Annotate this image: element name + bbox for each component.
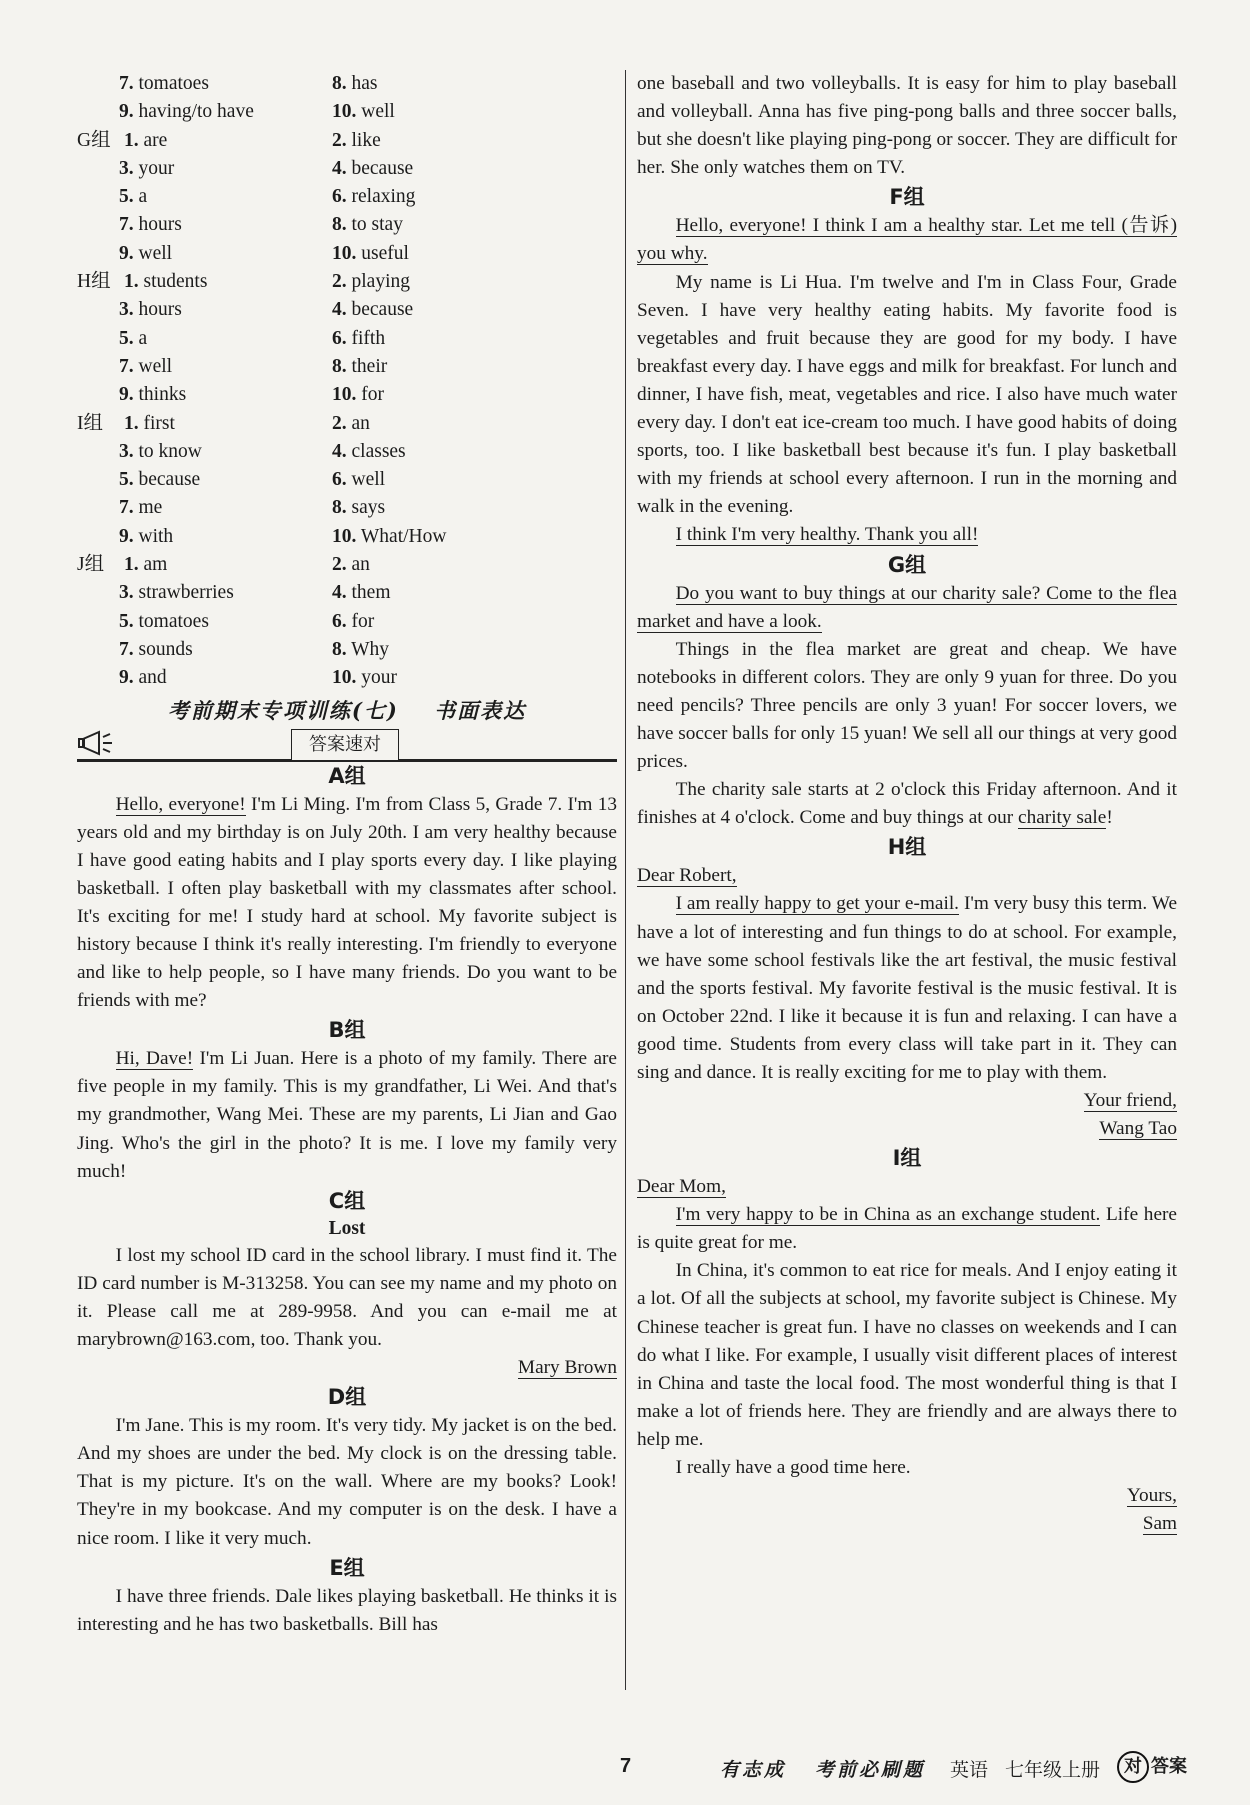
footer-series: 考前必刷题 <box>815 1760 926 1781</box>
answer-left <box>119 155 174 183</box>
answer-text: your <box>138 157 175 179</box>
answer-left <box>124 268 207 296</box>
answer-left <box>119 98 254 126</box>
answer-text: well <box>351 469 386 491</box>
answer-left <box>124 410 175 438</box>
answer-number: 9. <box>119 384 134 406</box>
answer-text: hours <box>138 299 182 321</box>
essay-e-body-right: one baseball and two volleyballs. It is easy for him to play baseball and volleyball. Anna has five ping-pong balls and three soccer balls, but she doesn't like playing ping-pong or soccer. They are difficult for her. She only watches them on TV. <box>637 73 1177 179</box>
answer-right <box>332 664 397 692</box>
answer-number: 6. <box>332 327 347 349</box>
answer-number: 5. <box>119 327 134 349</box>
essay-h-salutation <box>637 862 1177 890</box>
answer-right <box>332 579 391 607</box>
essay-h-sign1-text: Your friend, <box>1083 1090 1177 1112</box>
answer-left <box>119 183 147 211</box>
answer-left <box>119 579 234 607</box>
essay-i-title: I组 <box>892 1146 922 1171</box>
essay-b-title: B组 <box>328 1018 366 1043</box>
page-number: 7 <box>620 1755 632 1777</box>
answer-right <box>332 608 374 636</box>
essay-g-title: G组 <box>887 552 927 577</box>
answer-list <box>77 70 617 693</box>
answer-right <box>332 98 395 126</box>
essay-g-body2-post: ! <box>1106 807 1113 829</box>
answer-text: their <box>351 355 388 377</box>
answer-number: 4. <box>332 582 347 604</box>
section-topic: 书面表达 <box>434 697 527 723</box>
section-title <box>77 695 617 727</box>
answer-right <box>332 70 378 98</box>
answer-right <box>332 183 415 211</box>
page-footer <box>600 1755 1200 1785</box>
answer-text: sounds <box>138 638 193 660</box>
column-divider <box>625 70 626 1690</box>
answer-row <box>77 325 617 353</box>
answer-right <box>332 466 385 494</box>
footer-logo <box>1115 1751 1193 1781</box>
answer-row <box>77 523 617 551</box>
answer-text: thinks <box>138 384 187 406</box>
answer-row <box>77 579 617 607</box>
answer-row <box>77 296 617 324</box>
essay-g-body2-pre: The charity sale starts at 2 o'clock this Friday afternoon. And it finishes at 4 o'clock. Come and buy things at our <box>637 779 1177 829</box>
answer-left <box>119 325 147 353</box>
answer-left <box>124 551 167 579</box>
essay-c-body: I lost my school ID card in the school library. I must find it. The ID card number is M-313258. You can see my name and my photo on it. Please call me at 289-9958. And you can e-mail me at marybrown@163.com, too. Thank you. <box>77 1244 617 1351</box>
answer-text: with <box>138 525 174 547</box>
essay-i-body2: I really have a good time here. <box>675 1457 911 1479</box>
answer-text: and <box>138 667 167 689</box>
essay-h-salutation-text: Dear Robert, <box>637 865 737 887</box>
answer-text: Why <box>351 638 390 660</box>
answer-row <box>77 466 617 494</box>
essay-e-title: E组 <box>329 1555 365 1580</box>
footer-logo-char: 对 <box>1117 1751 1149 1783</box>
answer-row <box>77 551 617 579</box>
answer-row <box>77 381 617 409</box>
answer-right <box>332 381 384 409</box>
essay-f-closing-text: I think I'm very healthy. Thank you all! <box>675 524 979 546</box>
answer-left <box>119 438 202 466</box>
answer-number: 7. <box>119 638 134 660</box>
answer-text: a <box>138 186 148 208</box>
answer-text: well <box>361 101 395 123</box>
answer-row <box>77 608 617 636</box>
answer-badge-row <box>77 727 617 761</box>
answer-number: 9. <box>119 101 134 123</box>
answer-number: 7. <box>119 73 134 94</box>
essay-h-sign2-text: Wang Tao <box>1099 1118 1177 1140</box>
essay-i-sign1-text: Yours, <box>1126 1485 1177 1507</box>
answer-right <box>332 155 413 183</box>
answer-text: for <box>361 384 384 406</box>
answer-text: am <box>143 554 168 576</box>
essay-b-text: I'm Li Juan. Here is a photo of my family. There are five people in my family. This is my grandfather, Li Wei. And that's my grandmother, Wang Mei. These are my parents, Li Jian and Gao Jing. Who's the girl in the photo? It is me. I love my family very much! <box>77 1048 617 1182</box>
answer-number: 1. <box>124 412 139 434</box>
essay-c-signature-text: Mary Brown <box>517 1357 617 1379</box>
essay-a-body <box>77 791 617 1016</box>
answer-right <box>332 410 370 438</box>
essay-g-body2-underlined: charity sale <box>1018 807 1107 829</box>
answer-text: says <box>351 497 386 519</box>
answer-right <box>332 438 406 466</box>
answer-left <box>119 211 182 239</box>
answer-row <box>77 636 617 664</box>
answer-right <box>332 240 409 268</box>
essay-a-opening: Hello, everyone! <box>115 793 246 815</box>
essay-b-opening: Hi, Dave! <box>115 1048 194 1070</box>
answer-row <box>77 664 617 692</box>
answer-text: hours <box>138 214 182 236</box>
answer-right <box>332 551 370 579</box>
essay-d-body: I'm Jane. This is my room. It's very tidy. My jacket is on the bed. And my shoes are under the bed. My clock is on the dressing table. That is my picture. It's on the wall. Where are my books? Look! They're in my bookcase. And my computer is on the desk. I have a nice room. I like it very much. <box>77 1415 617 1549</box>
essay-e-body-left: I have three friends. Dale likes playing basketball. He thinks it is interesting and he has two basketballs. Bill has <box>77 1585 617 1635</box>
megaphone-icon <box>77 727 117 759</box>
footer-brand: 有志成 <box>720 1760 787 1781</box>
answer-right <box>332 127 381 155</box>
answer-right <box>332 268 410 296</box>
answer-row <box>77 494 617 522</box>
answer-left <box>119 296 182 324</box>
answer-group-label: J组 <box>77 554 105 576</box>
footer-logo-text: 答案 <box>1151 1756 1187 1777</box>
answer-number: 9. <box>119 525 134 547</box>
answer-number: 8. <box>332 355 347 377</box>
essay-a-text: I'm Li Ming. I'm from Class 5, Grade 7. I'm 13 years old and my birthday is on July 20th. I am very healthy because I have good eating habits and I play sports every day. I like playing basketball. I often play basketball with my classmates after school. It's exciting for me! I study hard at school. My favorite subject is history because I think it's really interesting. I'm friendly to everyone and like to help people, so I have many friends. Do you want to be friends with me? <box>77 793 617 1012</box>
answer-left <box>119 70 209 98</box>
essay-g-body2 <box>637 776 1177 832</box>
answer-text: first <box>143 412 175 434</box>
essay-g-body1: Things in the flea market are great and cheap. We have notebooks in different colors. They are only 9 yuan for three. Do you need pencils? Three pencils are only 3 yuan! For soccer lovers, we have soccer balls for only 15 yuan! We sell all our things at very good prices. <box>637 638 1177 773</box>
answer-text: tomatoes <box>138 610 209 632</box>
answer-row <box>77 240 617 268</box>
answer-number: 7. <box>119 355 134 377</box>
answer-text: well <box>138 242 173 264</box>
answer-text: tomatoes <box>138 73 209 94</box>
answer-number: 3. <box>119 299 134 321</box>
answer-number: 2. <box>332 271 347 293</box>
answer-row <box>77 353 617 381</box>
footer-grade: 七年级上册 <box>1005 1760 1101 1781</box>
answer-group-label: H组 <box>77 271 111 293</box>
answer-number: 7. <box>119 214 134 236</box>
answer-number: 9. <box>119 667 134 689</box>
essay-i-opening-rest: Life here is quite great for me. <box>637 1204 1177 1254</box>
answer-text: What/How <box>360 525 447 547</box>
essay-i-body: In China, it's common to eat rice for meals. And I enjoy eating it a lot. Of all the subjects at school, my favorite subject is Chinese. My Chinese teacher is great fun. I have no classes on weekends and I can do what I like. For example, I usually visit different places of interest in China and taste the local food. The most wonderful thing is that I make a lot of friends here. They are friendly and are always there to help me. <box>637 1260 1177 1450</box>
answer-text: me <box>138 497 163 519</box>
answer-number: 10. <box>332 667 357 689</box>
essay-f-title: F组 <box>889 185 925 210</box>
answer-left <box>119 608 209 636</box>
answer-text: a <box>138 327 148 349</box>
answer-text: fifth <box>351 327 386 349</box>
answer-row <box>77 70 617 98</box>
answer-left <box>119 523 173 551</box>
essay-h-sign2 <box>637 1115 1177 1143</box>
answer-right <box>332 211 403 239</box>
answer-row <box>77 438 617 466</box>
footer-subject: 英语 <box>950 1760 989 1781</box>
answer-right <box>332 523 446 551</box>
answer-number: 8. <box>332 73 347 94</box>
essay-i-opening-text: I'm very happy to be in China as an exchange student. <box>675 1204 1101 1226</box>
answer-left <box>119 494 162 522</box>
answer-number: 8. <box>332 214 347 236</box>
answer-number: 8. <box>332 638 347 660</box>
answer-number: 4. <box>332 157 347 179</box>
answer-right <box>332 494 385 522</box>
answer-number: 10. <box>332 525 357 547</box>
answer-text: an <box>351 412 370 434</box>
answer-left <box>119 353 172 381</box>
answer-number: 1. <box>124 554 139 576</box>
essay-i-sign2 <box>637 1510 1177 1538</box>
answer-text: students <box>143 271 208 293</box>
essay-f-opening-text: Hello, everyone! I think I am a healthy star. Let me tell (告诉) you why. <box>637 215 1177 265</box>
answer-number: 3. <box>119 157 134 179</box>
answer-badge: 答案速对 <box>291 729 399 760</box>
answer-text: well <box>138 355 173 377</box>
answer-row <box>77 155 617 183</box>
answer-number: 10. <box>332 101 357 123</box>
answer-number: 5. <box>119 186 134 208</box>
essay-h-title: H组 <box>887 835 927 860</box>
answer-number: 4. <box>332 440 347 462</box>
answer-row <box>77 127 617 155</box>
essay-i-salutation-text: Dear Mom, <box>637 1176 726 1198</box>
right-column <box>637 70 1177 1538</box>
answer-text: them <box>351 582 391 604</box>
answer-left <box>119 664 167 692</box>
answer-row <box>77 98 617 126</box>
answer-number: 9. <box>119 242 134 264</box>
answer-number: 10. <box>332 384 357 406</box>
answer-number: 8. <box>332 497 347 519</box>
answer-number: 7. <box>119 497 134 519</box>
answer-text: strawberries <box>138 582 234 604</box>
essay-a-title: A组 <box>328 763 366 788</box>
answer-number: 2. <box>332 129 347 151</box>
answer-text: playing <box>351 271 410 293</box>
answer-number: 1. <box>124 129 139 151</box>
essay-d-title: D组 <box>327 1385 367 1410</box>
answer-number: 4. <box>332 299 347 321</box>
essay-i-opening <box>637 1201 1177 1257</box>
answer-number: 3. <box>119 440 134 462</box>
answer-number: 3. <box>119 582 134 604</box>
answer-group-label: I组 <box>77 412 103 434</box>
answer-text: because <box>351 299 414 321</box>
essay-c-subtitle: Lost <box>328 1217 366 1239</box>
answer-number: 2. <box>332 554 347 576</box>
answer-text: has <box>351 73 378 94</box>
essay-f-opening <box>637 212 1177 268</box>
answer-left <box>119 636 193 664</box>
answer-text: your <box>361 667 397 689</box>
answer-row <box>77 211 617 239</box>
essay-h-body <box>637 890 1177 1087</box>
essay-f-closing <box>637 521 1177 549</box>
answer-right <box>332 296 413 324</box>
essay-i-sign1 <box>637 1482 1177 1510</box>
answer-right <box>332 353 387 381</box>
answer-right <box>332 636 389 664</box>
answer-row <box>77 183 617 211</box>
essay-h-text: I'm very busy this term. We have a lot of interesting and fun things to do at school. For example, we have some school festivals like the art festival, the music festival and the sports festival. My favorite festival is the music festival. It is on October 22nd. I like it because it is fun and relaxing. I can have a good time. Students from every class will take part in it. They can sing and dance. It is really exciting for me to play with them. <box>637 893 1178 1083</box>
section-title-text: 考前期末专项训练(七) <box>167 697 399 723</box>
answer-text: are <box>143 129 168 151</box>
answer-number: 6. <box>332 610 347 632</box>
answer-left <box>119 240 172 268</box>
answer-number: 2. <box>332 412 347 434</box>
answer-text: like <box>351 129 381 151</box>
answer-row <box>77 410 617 438</box>
answer-group-label: G组 <box>77 129 111 151</box>
essay-i-salutation <box>637 1173 1177 1201</box>
essay-g-opening <box>637 580 1177 636</box>
essay-h-sign1 <box>637 1087 1177 1115</box>
answer-left <box>124 127 167 155</box>
answer-number: 5. <box>119 469 134 491</box>
answer-text: an <box>351 554 370 576</box>
essay-i-sign2-text: Sam <box>1142 1513 1177 1535</box>
essay-g-opening-text: Do you want to buy things at our charity sale? Come to the flea market and have a look. <box>637 582 1177 632</box>
answer-right <box>332 325 385 353</box>
left-column <box>77 70 617 1639</box>
answer-text: because <box>351 157 414 179</box>
essay-f-body: My name is Li Hua. I'm twelve and I'm in Class Four, Grade Seven. I have very healthy eating habits. My favorite food is vegetables and fruit because they are good for my body. I have breakfast every day. I have eggs and milk for breakfast. For lunch and dinner, I have fish, meat, vegetables and rice. I also have much water every day. I don't eat ice-cream too much. I have good habits of doing sports, too. I like basketball best because it's fun. I play basketball with my friends at school every afternoon. I run in the morning and walk in the evening. <box>637 271 1177 518</box>
essay-b-body <box>77 1045 617 1185</box>
essay-c-title: C组 <box>328 1188 366 1213</box>
answer-left <box>119 466 200 494</box>
answer-number: 6. <box>332 469 347 491</box>
essay-c-signature <box>77 1354 617 1382</box>
answer-text: because <box>138 469 201 491</box>
answer-text: to know <box>138 440 202 462</box>
answer-text: relaxing <box>351 186 416 208</box>
answer-number: 5. <box>119 610 134 632</box>
answer-text: having/to have <box>138 101 254 123</box>
answer-number: 10. <box>332 242 357 264</box>
answer-text: to stay <box>351 214 403 236</box>
answer-left <box>119 381 186 409</box>
answer-text: for <box>351 610 375 632</box>
answer-number: 6. <box>332 186 347 208</box>
essay-h-opening: I am really happy to get your e-mail. <box>675 893 960 915</box>
answer-text: useful <box>361 242 409 264</box>
answer-text: classes <box>351 440 406 462</box>
answer-number: 1. <box>124 271 139 293</box>
answer-row <box>77 268 617 296</box>
